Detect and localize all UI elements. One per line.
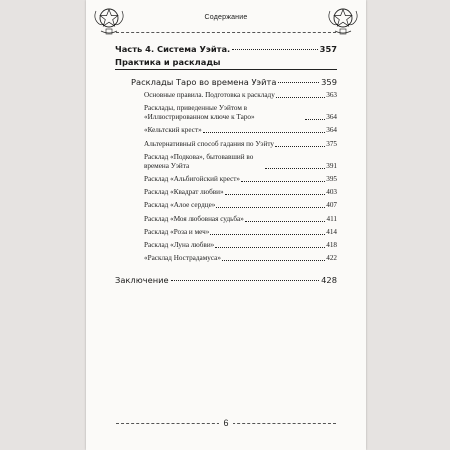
toc-entry[interactable] xyxy=(144,201,337,210)
toc-section-page: 359 xyxy=(321,77,337,87)
toc-entry-page: 364 xyxy=(326,113,337,122)
toc-section-label: Расклады Таро во времена Уэйта xyxy=(131,77,277,87)
toc-entry-page: 391 xyxy=(326,161,337,170)
toc-entry[interactable] xyxy=(144,104,337,122)
toc-entry-page: 414 xyxy=(326,227,337,236)
toc-conclusion[interactable] xyxy=(115,275,337,285)
toc-part-label: Часть 4. Система Уэйта. xyxy=(115,44,231,54)
page-number-text: 6 xyxy=(219,418,232,428)
leader-dots xyxy=(245,221,326,222)
toc-entry-label: Расклад «Алое сердце» xyxy=(144,201,216,210)
page-number xyxy=(86,418,366,428)
toc-entry[interactable] xyxy=(144,254,337,263)
toc-part-subtitle: Практика и расклады xyxy=(115,54,337,70)
header-divider xyxy=(116,32,336,33)
leader-dots xyxy=(305,119,325,120)
toc-entry-label: Расклад «Моя любовная судьба» xyxy=(144,214,244,223)
leader-dots xyxy=(222,260,325,261)
toc-entry-label: Расклад «Луна любви» xyxy=(144,240,215,249)
leader-dots xyxy=(171,280,320,281)
toc-entry-label: Альтернативный способ гадания по Уэйту xyxy=(144,139,274,148)
toc-entry[interactable] xyxy=(144,241,337,250)
leader-dots xyxy=(210,234,325,235)
toc-entry-page: 411 xyxy=(326,214,337,223)
page-header-title: Содержание xyxy=(204,14,248,21)
book-page xyxy=(86,0,366,450)
toc-entry-page: 407 xyxy=(326,201,337,210)
toc-entry[interactable] xyxy=(144,126,337,135)
toc-entry-label: «Расклад Нострадамуса» xyxy=(144,254,221,263)
toc-entry[interactable] xyxy=(144,228,337,237)
toc-entry-page: 422 xyxy=(326,254,337,263)
leader-dots xyxy=(278,82,319,83)
toc-entry[interactable] xyxy=(144,175,337,184)
toc-entry-page: 403 xyxy=(326,188,337,197)
leader-dots xyxy=(215,247,325,248)
toc-entry[interactable] xyxy=(144,153,337,171)
toc-entry[interactable] xyxy=(144,215,337,224)
toc-entry-page: 364 xyxy=(326,126,337,135)
toc-section[interactable] xyxy=(131,77,337,87)
toc-entry-label: Расклад «Подкова», бытовавший во времена Уэйта xyxy=(144,152,254,170)
toc-entry-label: Расклад «Альбигойский крест» xyxy=(144,174,241,183)
table-of-contents xyxy=(115,44,337,285)
toc-entry-list xyxy=(144,91,337,263)
leader-dots xyxy=(203,132,326,133)
toc-entry[interactable] xyxy=(144,91,337,100)
toc-entry-label: Основные правила. Подготовка к раскладу xyxy=(144,91,275,99)
toc-entry-label: Расклад «Роза и меч» xyxy=(144,227,210,236)
toc-entry-label: Расклад «Квадрат любви» xyxy=(144,188,224,197)
toc-entry-page: 375 xyxy=(326,139,337,148)
toc-entry-label: Расклады, приведенные Уэйтом в «Иллюстрированном ключе к Таро» xyxy=(144,104,255,122)
toc-entry[interactable] xyxy=(144,188,337,197)
leader-dots xyxy=(241,181,325,182)
toc-entry-page: 418 xyxy=(326,240,337,249)
toc-entry[interactable] xyxy=(144,140,337,149)
leader-dots xyxy=(265,168,325,169)
toc-part-heading[interactable] xyxy=(115,44,337,54)
toc-part-page: 357 xyxy=(319,44,337,54)
toc-entry-label: «Кельтский крест» xyxy=(144,126,202,135)
leader-dots xyxy=(216,207,325,208)
leader-dots xyxy=(276,97,325,98)
leader-dots xyxy=(275,146,325,147)
toc-entry-page: 395 xyxy=(326,174,337,183)
leader-dots xyxy=(232,49,317,50)
leader-dots xyxy=(225,194,326,195)
toc-entry-page: 363 xyxy=(326,91,337,99)
toc-conclusion-page: 428 xyxy=(321,275,337,286)
toc-conclusion-label: Заключение xyxy=(115,275,169,286)
